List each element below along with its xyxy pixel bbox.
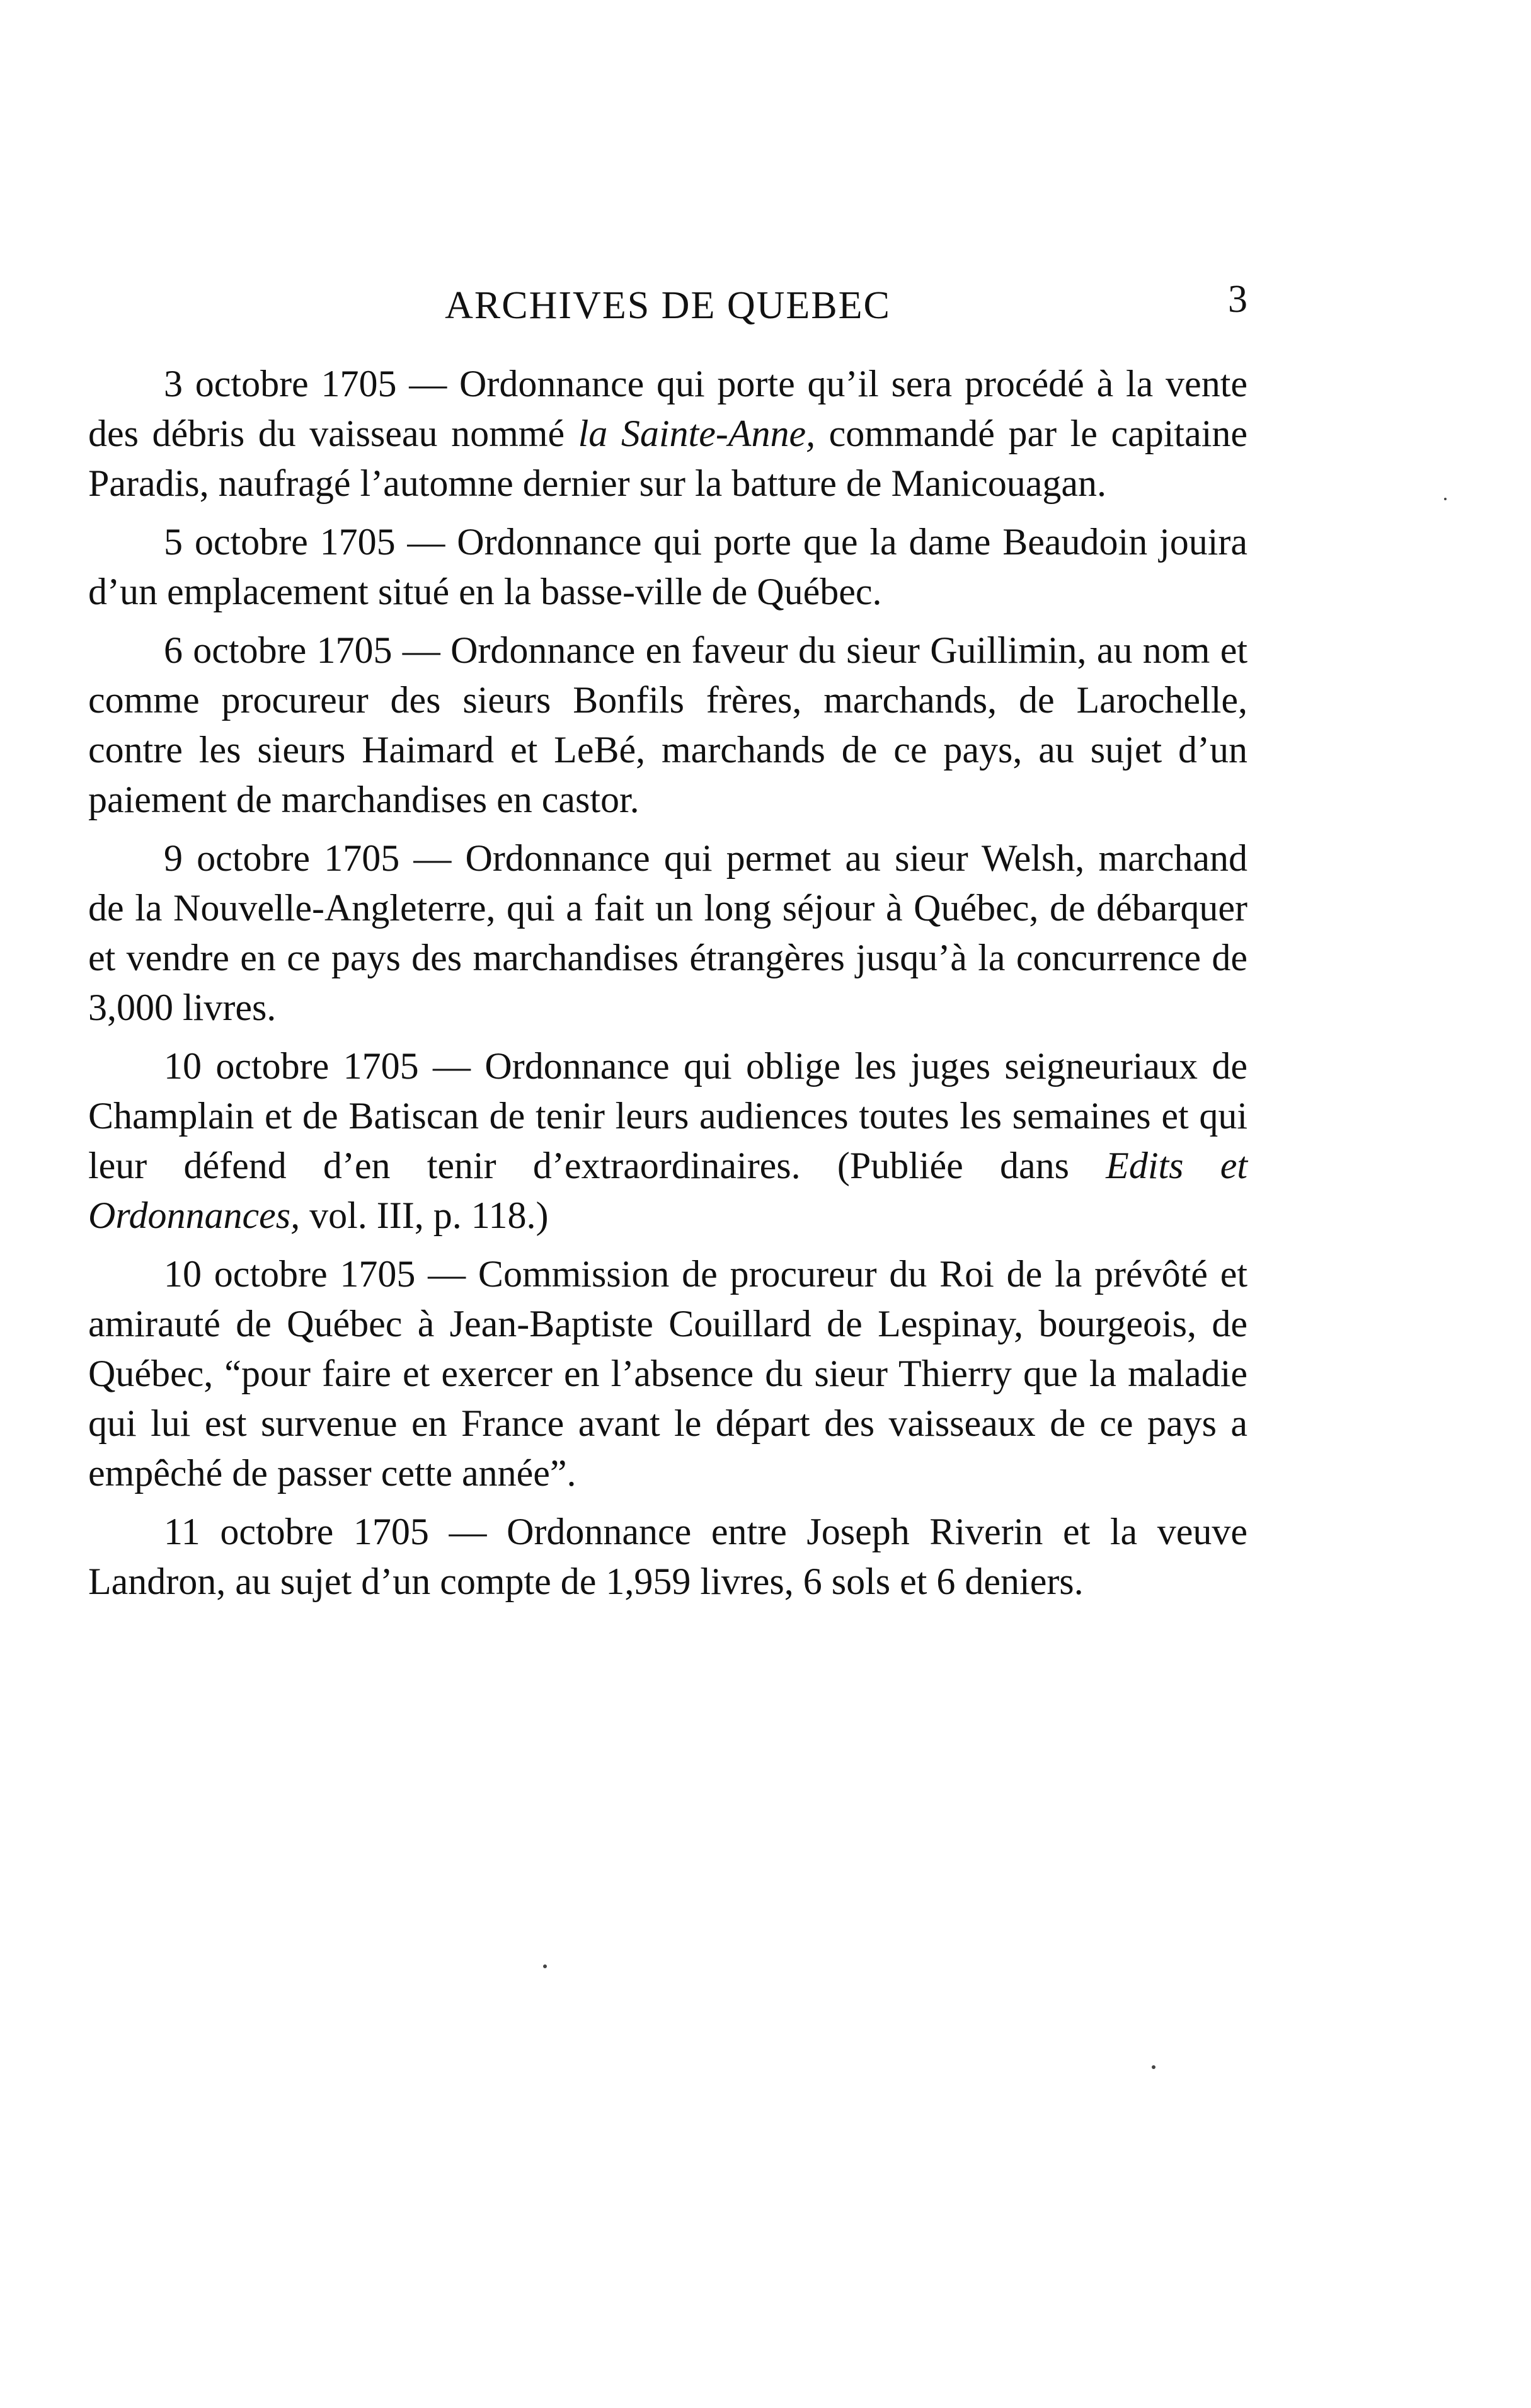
entry-date: 5 octobre 1705 <box>164 521 396 563</box>
entry-5 <box>88 1041 1247 1241</box>
entry-date: 11 octobre 1705 <box>164 1511 429 1552</box>
entry-1 <box>88 359 1247 508</box>
entry-7 <box>88 1507 1247 1607</box>
print-speck <box>1152 2065 1155 2069</box>
entry-2 <box>88 517 1247 617</box>
entry-date: 9 octobre 1705 <box>164 837 400 879</box>
entry-date: 3 octobre 1705 <box>164 363 397 404</box>
entry-3 <box>88 626 1247 825</box>
entry-date: 6 octobre 1705 <box>164 629 393 671</box>
print-speck <box>543 1964 547 1968</box>
entry-text: — Ordonnance qui oblige les juges seigneuriaux de Champlain et de Batiscan de tenir leurs audiences toutes les semaines et qui leur défend d’en tenir d’extraordinaires. (Publiée dans <box>88 1045 1247 1186</box>
entry-text-after: vol. III, p. 118.) <box>300 1195 549 1236</box>
entry-text: — Ordonnance en faveur du sieur Guillimin, au nom et comme procureur des sieurs Bonfils frères, marchands, de Larochelle, contre les sieurs Haimard et LeBé, marchands de ce pays, au sujet d’un paiement de marchandises en castor. <box>88 629 1248 820</box>
entry-date: 10 octobre 1705 <box>164 1045 419 1087</box>
running-head <box>88 277 1247 334</box>
entry-italic-text: la Sainte-Anne, <box>578 413 816 454</box>
entry-4 <box>88 834 1247 1033</box>
entries-list <box>88 359 1247 1615</box>
running-title: ARCHIVES DE QUEBEC <box>445 284 891 327</box>
entry-text: — Commission de procureur du Roi de la prévôté et amirauté de Québec à Jean-Baptiste Couillard de Lespinay, bourgeois, de Québec, “pour faire et exercer en l’absence du sieur Thierry que la maladie qui lui est survenue en France avant le départ des vaisseaux de ce pays a empêché de passer cette année”. <box>88 1253 1247 1494</box>
entry-date: 10 octobre 1705 <box>164 1253 416 1295</box>
page-number: 3 <box>1228 278 1247 321</box>
entry-italic-text: Edits et Ordonnances, <box>88 1145 1248 1236</box>
entry-text-after: commandé par le capitaine Paradis, naufragé l’automne dernier sur la batture de Manicouagan. <box>88 413 1247 504</box>
print-speck <box>1444 498 1447 500</box>
entry-text: — Ordonnance qui permet au sieur Welsh, marchand de la Nouvelle-Angleterre, qui a fait un long séjour à Québec, de débarquer et vendre en ce pays des marchandises étrangères jusqu’à la concurrence de 3,000 livres. <box>88 837 1247 1028</box>
entry-text: — Ordonnance qui porte qu’il sera procédé à la vente des débris du vaisseau nommé <box>88 363 1247 454</box>
entry-text: — Ordonnance qui porte que la dame Beaudoin jouira d’un emplacement situé en la basse-ville de Québec. <box>88 521 1247 612</box>
entry-text: — Ordonnance entre Joseph Riverin et la veuve Landron, au sujet d’un compte de 1,959 livres, 6 sols et 6 deniers. <box>88 1511 1248 1602</box>
entry-6 <box>88 1249 1247 1498</box>
